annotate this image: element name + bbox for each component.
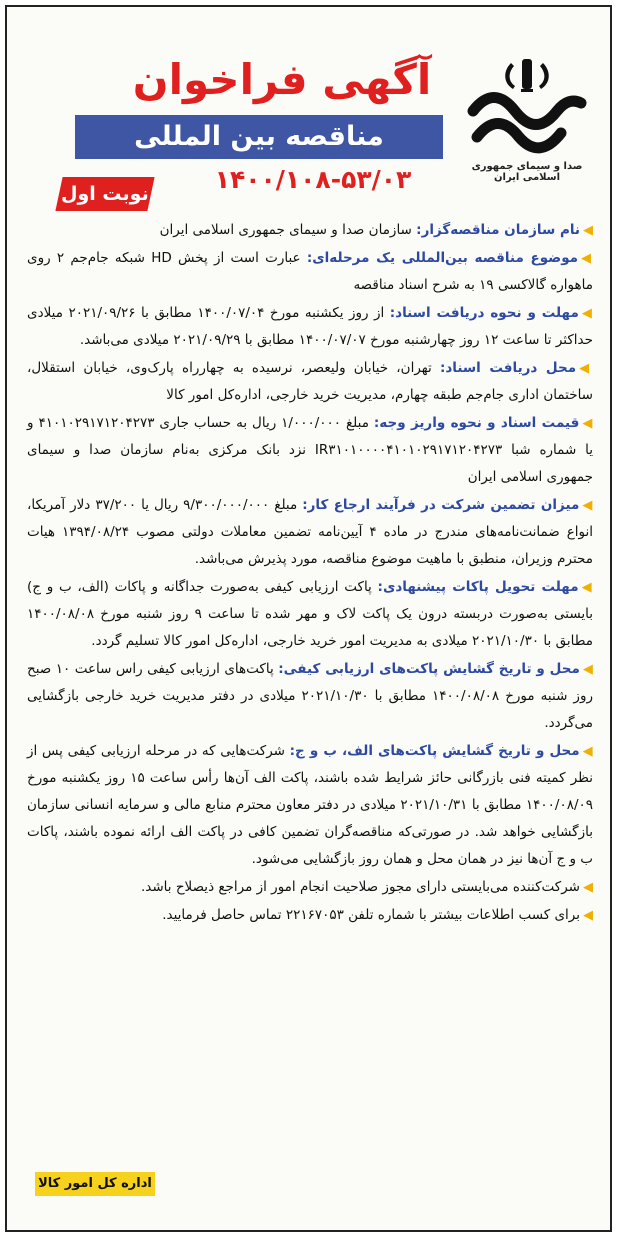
logo-caption: صدا و سیمای جمهوری اسلامی ایران: [471, 161, 583, 183]
section-label: نام سازمان مناقصه‌گزار:: [416, 222, 580, 238]
bullet-arrow-icon: ◀: [582, 498, 593, 513]
section-label: محل و تاریخ گشایش پاکت‌های ارزیابی کیفی:: [278, 661, 580, 677]
notice-title: آگهی فراخوان: [132, 55, 432, 104]
section-label: میزان تضمین شرکت در فرآیند ارجاع کار:: [302, 497, 580, 513]
bullet-arrow-icon: ◀: [581, 306, 594, 321]
section-text: شرکت‌کننده می‌بایستی دارای مجوز صلاحیت انجام امور از مراجع ذیصلاح باشد.: [140, 879, 580, 895]
section-text: از روز یکشنبه مورخ ۱۴۰۰/۰۷/۰۴ مطابق با ۲۰۲۱/۰۹/۲۶ میلادی حداکثر تا ساعت ۱۲ روز چهارشنبه مورخ ۱۴۰۰/۰۷/۰۷ مطابق با ۲۰۲۱/۰۹/۲۹ میلادی می‌باشد.: [27, 305, 593, 348]
section-submission-deadline: [27, 574, 593, 655]
section-label: قیمت اسناد و نحوه واریز وجه:: [373, 415, 580, 431]
section-label: محل دریافت اسناد:: [439, 360, 577, 376]
section-contact: [27, 902, 593, 929]
section-text: تهران، خیابان ولیعصر، نرسیده به چهارراه پارک‌وی، خیابان استقلال، ساختمان اداری جام‌جم طبقه چهارم، مدیریت خرید خارجی، اداره‌کل امور کالا: [27, 360, 593, 403]
bullet-arrow-icon: ◀: [582, 744, 593, 759]
section-document-deadline: [27, 300, 593, 354]
bullet-arrow-icon: ◀: [583, 908, 593, 923]
section-qualification: [27, 874, 593, 901]
signature-badge: اداره کل امور کالا: [35, 1172, 155, 1196]
notice-body: [27, 217, 593, 930]
section-document-price: [27, 410, 593, 491]
bullet-arrow-icon: ◀: [583, 880, 593, 895]
bullet-arrow-icon: ◀: [581, 251, 594, 266]
section-label: مهلت تحویل پاکات پیشنهادی:: [377, 579, 579, 595]
bullet-arrow-icon: ◀: [582, 662, 593, 677]
section-label: موضوع مناقصه بین‌المللی یک مرحله‌ای:: [306, 250, 579, 266]
bullet-arrow-icon: ◀: [583, 223, 593, 238]
tender-type-banner: مناقصه بین المللی: [75, 115, 443, 159]
section-text: شرکت‌هایی که در مرحله ارزیابی کیفی پس از نظر کمیته فنی بازرگانی حائز شرایط شده باشند، پاکت الف آن‌ها رأس ساعت ۱۵ روز یکشنبه مورخ ۱۴۰۰/۰۸/۰۹ مطابق با ۲۰۲۱/۱۰/۳۱ میلادی در دفتر معاون محترم منابع مالی و سرمایه انسانی سازمان بازگشایی خواهد شد. در صورتی‌که مناقصه‌گران تضمین کافی در پاکت الف ارائه نموده باشند، پاکات ب و ج آن‌ها نیز در همان محل و همان روز بازگشایی می‌شود.: [27, 743, 593, 867]
section-text: سازمان صدا و سیمای جمهوری اسلامی ایران: [159, 222, 417, 238]
bullet-arrow-icon: ◀: [581, 580, 594, 595]
section-text: مبلغ ۱/۰۰۰/۰۰۰ ریال به حساب جاری ۴۱۰۱۰۲۹۱۷۱۲۰۴۲۷۳ و یا شماره شبا IR۳۱۰۱۰۰۰۰۴۱۰۱۰۲۹۱۷۱۲۰۴۲۷۳ نزد بانک مرکزی به‌نام سازمان صدا و سیمای جمهوری اسلامی ایران: [27, 415, 593, 485]
tender-notice: [5, 5, 612, 1232]
section-subject: [27, 245, 593, 299]
section-envelope-opening: [27, 738, 593, 873]
round-badge-label: نوبت اول: [61, 183, 149, 205]
section-organization: [27, 217, 593, 244]
section-label: محل و تاریخ گشایش پاکت‌های الف، ب و ج:: [289, 743, 580, 759]
irib-logo-icon: [465, 53, 589, 157]
section-label: مهلت و نحوه دریافت اسناد:: [389, 305, 579, 321]
section-text: مبلغ ۹/۳۰۰/۰۰۰/۰۰۰ ریال یا ۳۷/۲۰۰ دلار آمریکا، انواع ضمانت‌نامه‌های مندرج در ماده ۴ آیین‌نامه تضمین معاملات دولتی مصوب ۱۳۹۴/۰۸/۲۴ هیات محترم وزیران، منطبق با ماهیت موضوع مناقصه، مورد پذیرش می‌باشد.: [27, 497, 593, 567]
section-text: عبارت است از پخش HD شبکه جام‌جم ۲ روی ماهواره گالاکسی ۱۹ به شرح اسناد مناقصه: [27, 250, 593, 293]
section-quality-opening: [27, 656, 593, 737]
bullet-arrow-icon: ◀: [582, 416, 594, 431]
section-text: برای کسب اطلاعات بیشتر با شماره تلفن ۲۲۱۶۷۰۵۳ تماس حاصل فرمایید.: [162, 907, 580, 923]
section-text: پاکت‌های ارزیابی کیفی راس ساعت ۱۰ صبح روز شنبه مورخ ۱۴۰۰/۰۸/۰۸ مطابق با ۲۰۲۱/۱۰/۳۰ میلادی در دفتر مدیریت خرید خارجی بازگشایی می‌گردد.: [27, 661, 593, 731]
bullet-arrow-icon: ◀: [579, 361, 593, 376]
section-guarantee: [27, 492, 593, 573]
section-text: پاکت ارزیابی کیفی به‌صورت جداگانه و پاکات (الف، ب و ج) بایستی به‌صورت دربسته درون یک پاکت لاک و مهر شده تا ساعت ۹ روز شنبه مورخ ۱۴۰۰/۰۸/۰۸ مطابق با ۲۰۲۱/۱۰/۳۰ میلادی به مدیریت امور خرید خارجی، اداره‌کل امور کالا تسلیم گردد.: [27, 579, 594, 649]
round-badge: [55, 177, 154, 211]
tender-number: ۱۴۰۰/۱۰۸-۵۳/۰۳: [214, 165, 412, 194]
section-document-location: [27, 355, 593, 409]
logo-block: [452, 53, 602, 193]
